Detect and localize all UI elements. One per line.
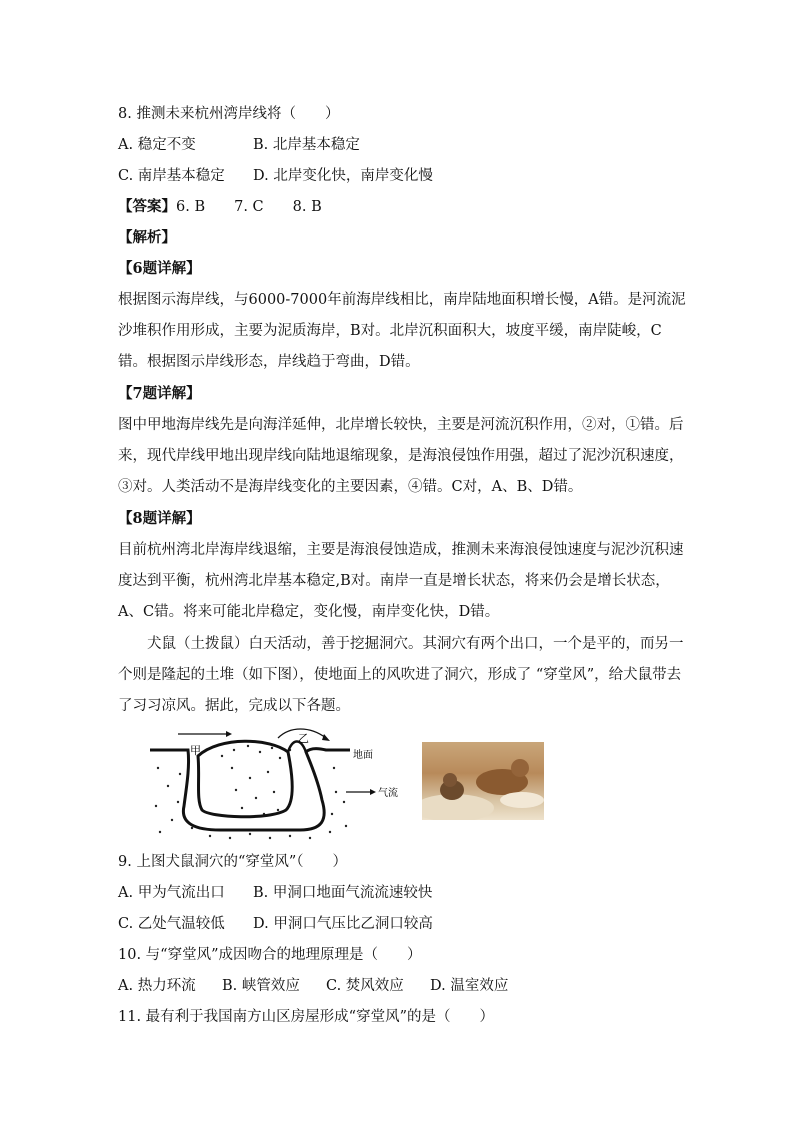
q9-option-a: A. 甲为气流出口: [118, 885, 225, 901]
q8-options-row-1: [118, 135, 360, 155]
q7-detail-label: 【7题详解】: [118, 385, 201, 402]
q9-options-row-1: [118, 883, 432, 903]
q9-stem: 9. 上图犬鼠洞穴的“穿堂风”（ ）: [118, 854, 348, 870]
prairie-dog-photo: [422, 742, 544, 820]
q9-option-c: C. 乙处气温较低: [118, 916, 225, 932]
answer-label: 【答案】: [118, 198, 176, 215]
q11-stem: 11. 最有利于我国南方山区房屋形成“穿堂风”的是（ ）: [118, 1009, 494, 1025]
q10-option-d: D. 温室效应: [430, 978, 509, 994]
burrow-diagram: [150, 728, 400, 843]
q8-detail-label: 【8题详解】: [118, 510, 201, 527]
q8-option-a: A. 稳定不变: [118, 137, 196, 153]
q8-stem: 8. 推测未来杭州湾岸线将（ ）: [118, 106, 340, 122]
q10-stem: 10. 与“穿堂风”成因吻合的地理原理是（ ）: [118, 947, 422, 963]
q9-option-d: D. 甲洞口气压比乙洞口较高: [253, 916, 433, 932]
q8-option-d: D. 北岸变化快，南岸变化慢: [253, 168, 433, 184]
q8-option-c: C. 南岸基本稳定: [118, 168, 225, 184]
q6-detail-label: 【6题详解】: [118, 260, 201, 277]
q10-options-row: [118, 976, 508, 996]
intro-paragraph: 犬鼠（土拨鼠）白天活动，善于挖掘洞穴。其洞穴有两个出口，一个是平的，而另一个则是隆起的土堆（如下图），使地面上的风吹进了洞穴，形成了 “穿堂风”，给犬鼠带去了习习凉风。据此，完成以下各题。: [118, 636, 684, 714]
answer-text: 6. B 7. C 8. B: [176, 199, 322, 215]
q10-option-b: B. 峡管效应: [222, 978, 300, 994]
label-ground: 地面: [353, 750, 373, 761]
label-yi: 乙: [298, 732, 309, 745]
q10-option-a: A. 热力环流: [118, 978, 196, 994]
q9-options-row-2: [118, 914, 433, 934]
q8-options-row-2: [118, 166, 433, 186]
q6-detail-text: 根据图示海岸线，与6000-7000年前海岸线相比，南岸陆地面积增长慢，A错。是河流泥沙堆积作用形成，主要为泥质海岸，B对。北岸沉积面积大，坡度平缓，南岸陡峻，C错。根据图示岸线形态，岸线趋于弯曲，D错。: [118, 292, 686, 370]
q10-option-c: C. 焚风效应: [326, 978, 404, 994]
central-soil-block: [198, 741, 292, 817]
answer-line: [118, 197, 322, 217]
q7-detail-text: 图中甲地海岸线先是向海洋延伸，北岸增长较快，主要是河流沉积作用，②对，①错。后来，现代岸线甲地出现岸线向陆地退缩现象，是海浪侵蚀作用强，超过了泥沙沉积速度，③对。人类活动不是海岸线变化的主要因素，④错。C对，A、B、D错。: [118, 417, 684, 495]
label-jia: 甲: [190, 744, 201, 757]
label-airflow: 气流: [378, 788, 398, 799]
q8-detail-text: 目前杭州湾北岸海岸线退缩，主要是海浪侵蚀造成，推测未来海浪侵蚀速度与泥沙沉积速度达到平衡，杭州湾北岸基本稳定,B对。南岸一直是增长状态，将来仍会是增长状态，A、C错。将来可能北岸稳定，变化慢，南岸变化快，D错。: [118, 542, 684, 620]
analysis-label: 【解析】: [118, 229, 176, 246]
q8-option-b: B. 北岸基本稳定: [253, 137, 360, 153]
q9-option-b: B. 甲洞口地面气流流速较快: [253, 885, 433, 901]
